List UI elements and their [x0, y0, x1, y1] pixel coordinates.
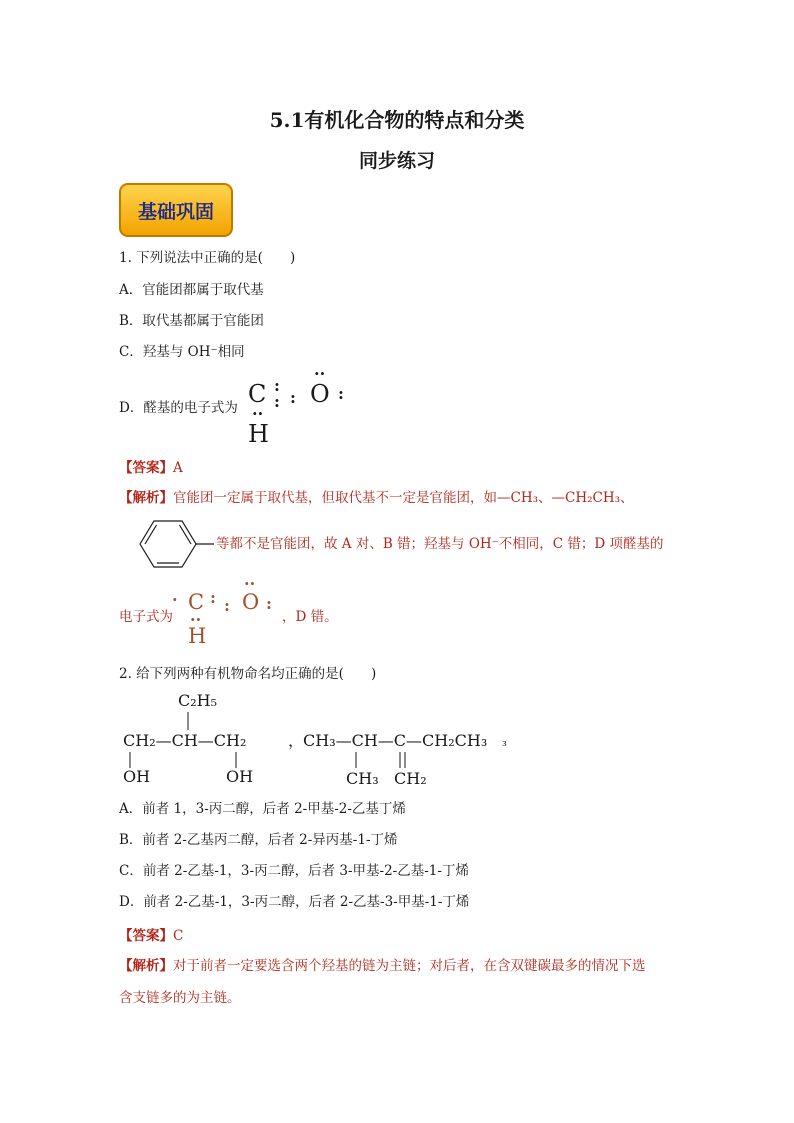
q1-analysis-line1 — [119, 489, 634, 507]
electron-dots: ·· — [190, 610, 202, 629]
analysis-text: 对于前者一定要选含两个羟基的链为主链；对后者，在含双键碳最多的情况下选 — [173, 958, 646, 974]
benzene-ring-structure — [124, 518, 216, 570]
atom-c: C — [248, 380, 267, 408]
page-subtitle: 同步练习 — [358, 150, 435, 172]
q1-analysis-line3b: ，D 错。 — [282, 609, 338, 625]
q1-analysis-line2: 等都不是官能团，故 A 对、B 错；羟基与 OH⁻不相同，C 错；D 项醛基的 — [216, 536, 664, 552]
atom-o: O — [310, 380, 330, 408]
electron-dots: : — [290, 388, 296, 407]
q2-answer — [119, 924, 183, 944]
answer-value: A — [173, 460, 183, 476]
hydroxyl-group-1: OH — [123, 767, 151, 786]
aldehyde-electron-formula — [248, 364, 358, 450]
answer-label: 【答案】 — [119, 928, 173, 944]
propanediol-chain: CH₂—CH—CH₂ — [123, 731, 247, 750]
page-title: 5.1有机化合物的特点和分类 — [269, 108, 525, 132]
electron-dots: ·· — [314, 364, 326, 383]
electron-dots: : — [224, 596, 230, 615]
q1-stem: 1. 下列说法中正确的是( ) — [119, 250, 296, 266]
q1-answer — [119, 456, 183, 476]
methylene-group: CH₂ — [394, 769, 427, 788]
answer-value: C — [173, 928, 184, 944]
electron-dots: : — [274, 376, 280, 395]
atom-c: C — [188, 590, 205, 614]
atom-h: H — [248, 420, 269, 448]
subscript-mark: ₃ — [502, 735, 507, 749]
q1-option-c: C．羟基与 OH⁻相同 — [119, 344, 245, 360]
q1-analysis-line3a: 电子式为 — [119, 609, 173, 625]
q1-option-d: D．醛基的电子式为 — [119, 400, 238, 416]
q2-stem: 2. 给下列两种有机物命名均正确的是( ) — [119, 666, 377, 682]
q2-option-c: C．前者 2-乙基-1，3-丙二醇，后者 3-甲基-2-乙基-1-丁烯 — [119, 863, 469, 879]
atom-h: H — [188, 624, 207, 648]
q2-option-b: B．前者 2-乙基丙二醇，后者 2-异丙基-1-丁烯 — [119, 832, 398, 848]
q2-analysis-line2: 含支链多的为主链。 — [119, 990, 241, 1006]
q1-option-b: B．取代基都属于官能团 — [119, 313, 264, 329]
electron-dots: ·· — [252, 404, 264, 423]
electron-dots: : — [274, 392, 280, 411]
ethyl-group: C₂H₅ — [178, 691, 218, 710]
electron-dots: · — [172, 590, 178, 609]
q2-option-d: D．前者 2-乙基-1，3-丙二醇，后者 2-乙基-3-甲基-1-丁烯 — [119, 894, 470, 910]
q2-option-a: A．前者 1，3-丙二醇，后者 2-甲基-2-乙基丁烯 — [119, 801, 406, 817]
electron-dots: : — [266, 594, 272, 613]
aldehyde-electron-formula-answer — [172, 574, 280, 652]
electron-dots: : — [210, 588, 216, 607]
hydroxyl-group-2: OH — [226, 767, 254, 786]
butene-chain: CH₃—CH—C—CH₂CH₃ — [303, 731, 488, 750]
q1-option-a: A．官能团都属于取代基 — [119, 282, 264, 298]
analysis-label: 【解析】 — [119, 958, 173, 974]
analysis-text: 官能团一定属于取代基，但取代基不一定是官能团，如—CH₃、—CH₂CH₃、 — [173, 490, 634, 506]
structural-formulas — [118, 686, 518, 792]
q2-analysis-line1 — [119, 957, 646, 975]
atom-o: O — [242, 590, 260, 614]
electron-dots: ·· — [244, 574, 256, 593]
answer-label: 【答案】 — [119, 460, 173, 476]
formula-separator: ， — [288, 731, 305, 750]
electron-dots: : — [338, 384, 344, 403]
methyl-group: CH₃ — [346, 769, 379, 788]
analysis-label: 【解析】 — [119, 490, 173, 506]
section-badge: 基础巩固 — [119, 183, 233, 237]
